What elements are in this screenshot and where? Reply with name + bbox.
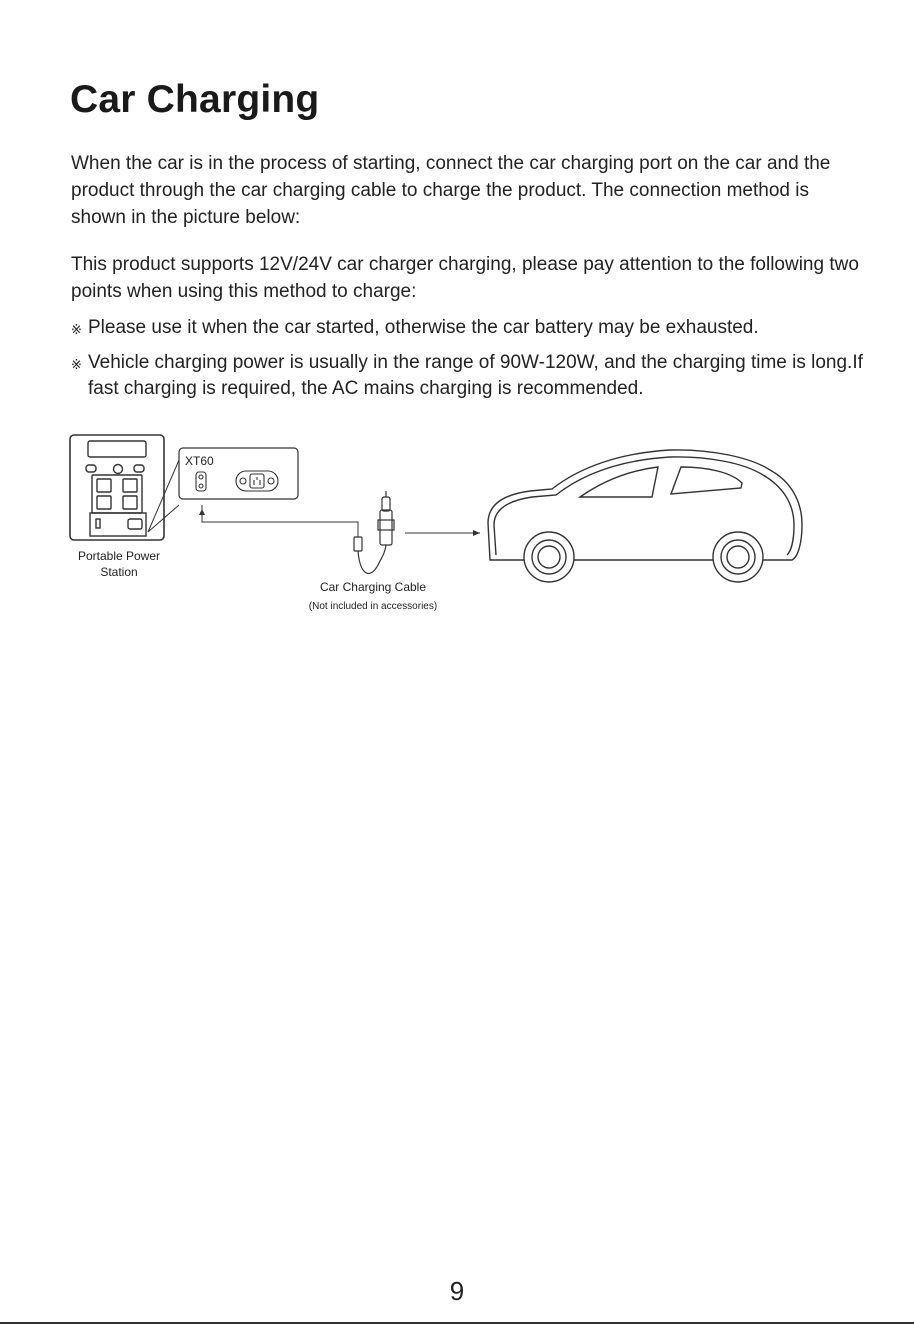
car-charging-diagram — [60, 425, 860, 625]
station-label-line2: Station — [100, 565, 138, 579]
intro-paragraph: When the car is in the process of starting, connect the car charging port on the car and the product through the car charging cable to charge the product. The connection method is shown in the picture below: — [71, 153, 831, 228]
note-text: Vehicle charging power is usually in the range of 90W-120W, and the charging time is long.If fast charging is required, the AC mains charging is recommended. — [88, 352, 863, 399]
car-charging-cable-icon — [354, 491, 394, 573]
ac-inlet-icon — [236, 471, 278, 491]
station-label-line1: Portable Power — [77, 549, 161, 563]
note-item — [71, 315, 871, 343]
reference-mark-icon: ※ — [71, 322, 82, 337]
note-item — [71, 350, 871, 402]
reference-mark-icon: ※ — [71, 357, 82, 372]
support-paragraph: This product supports 12V/24V car charger charging, please pay attention to the following two points when using this method to charge: — [71, 254, 859, 302]
note-text: Please use it when the car started, otherwise the car battery may be exhausted. — [88, 317, 759, 338]
car-icon — [488, 450, 802, 582]
xt60-port-icon — [196, 472, 206, 491]
cable-note: (Not included in accessories) — [308, 601, 438, 612]
power-station-icon — [70, 435, 164, 540]
xt60-port-label: XT60 — [185, 454, 214, 468]
cable-label: Car Charging Cable — [319, 580, 427, 594]
page-number: 9 — [449, 1276, 465, 1306]
page-title: Car Charging — [70, 78, 320, 121]
